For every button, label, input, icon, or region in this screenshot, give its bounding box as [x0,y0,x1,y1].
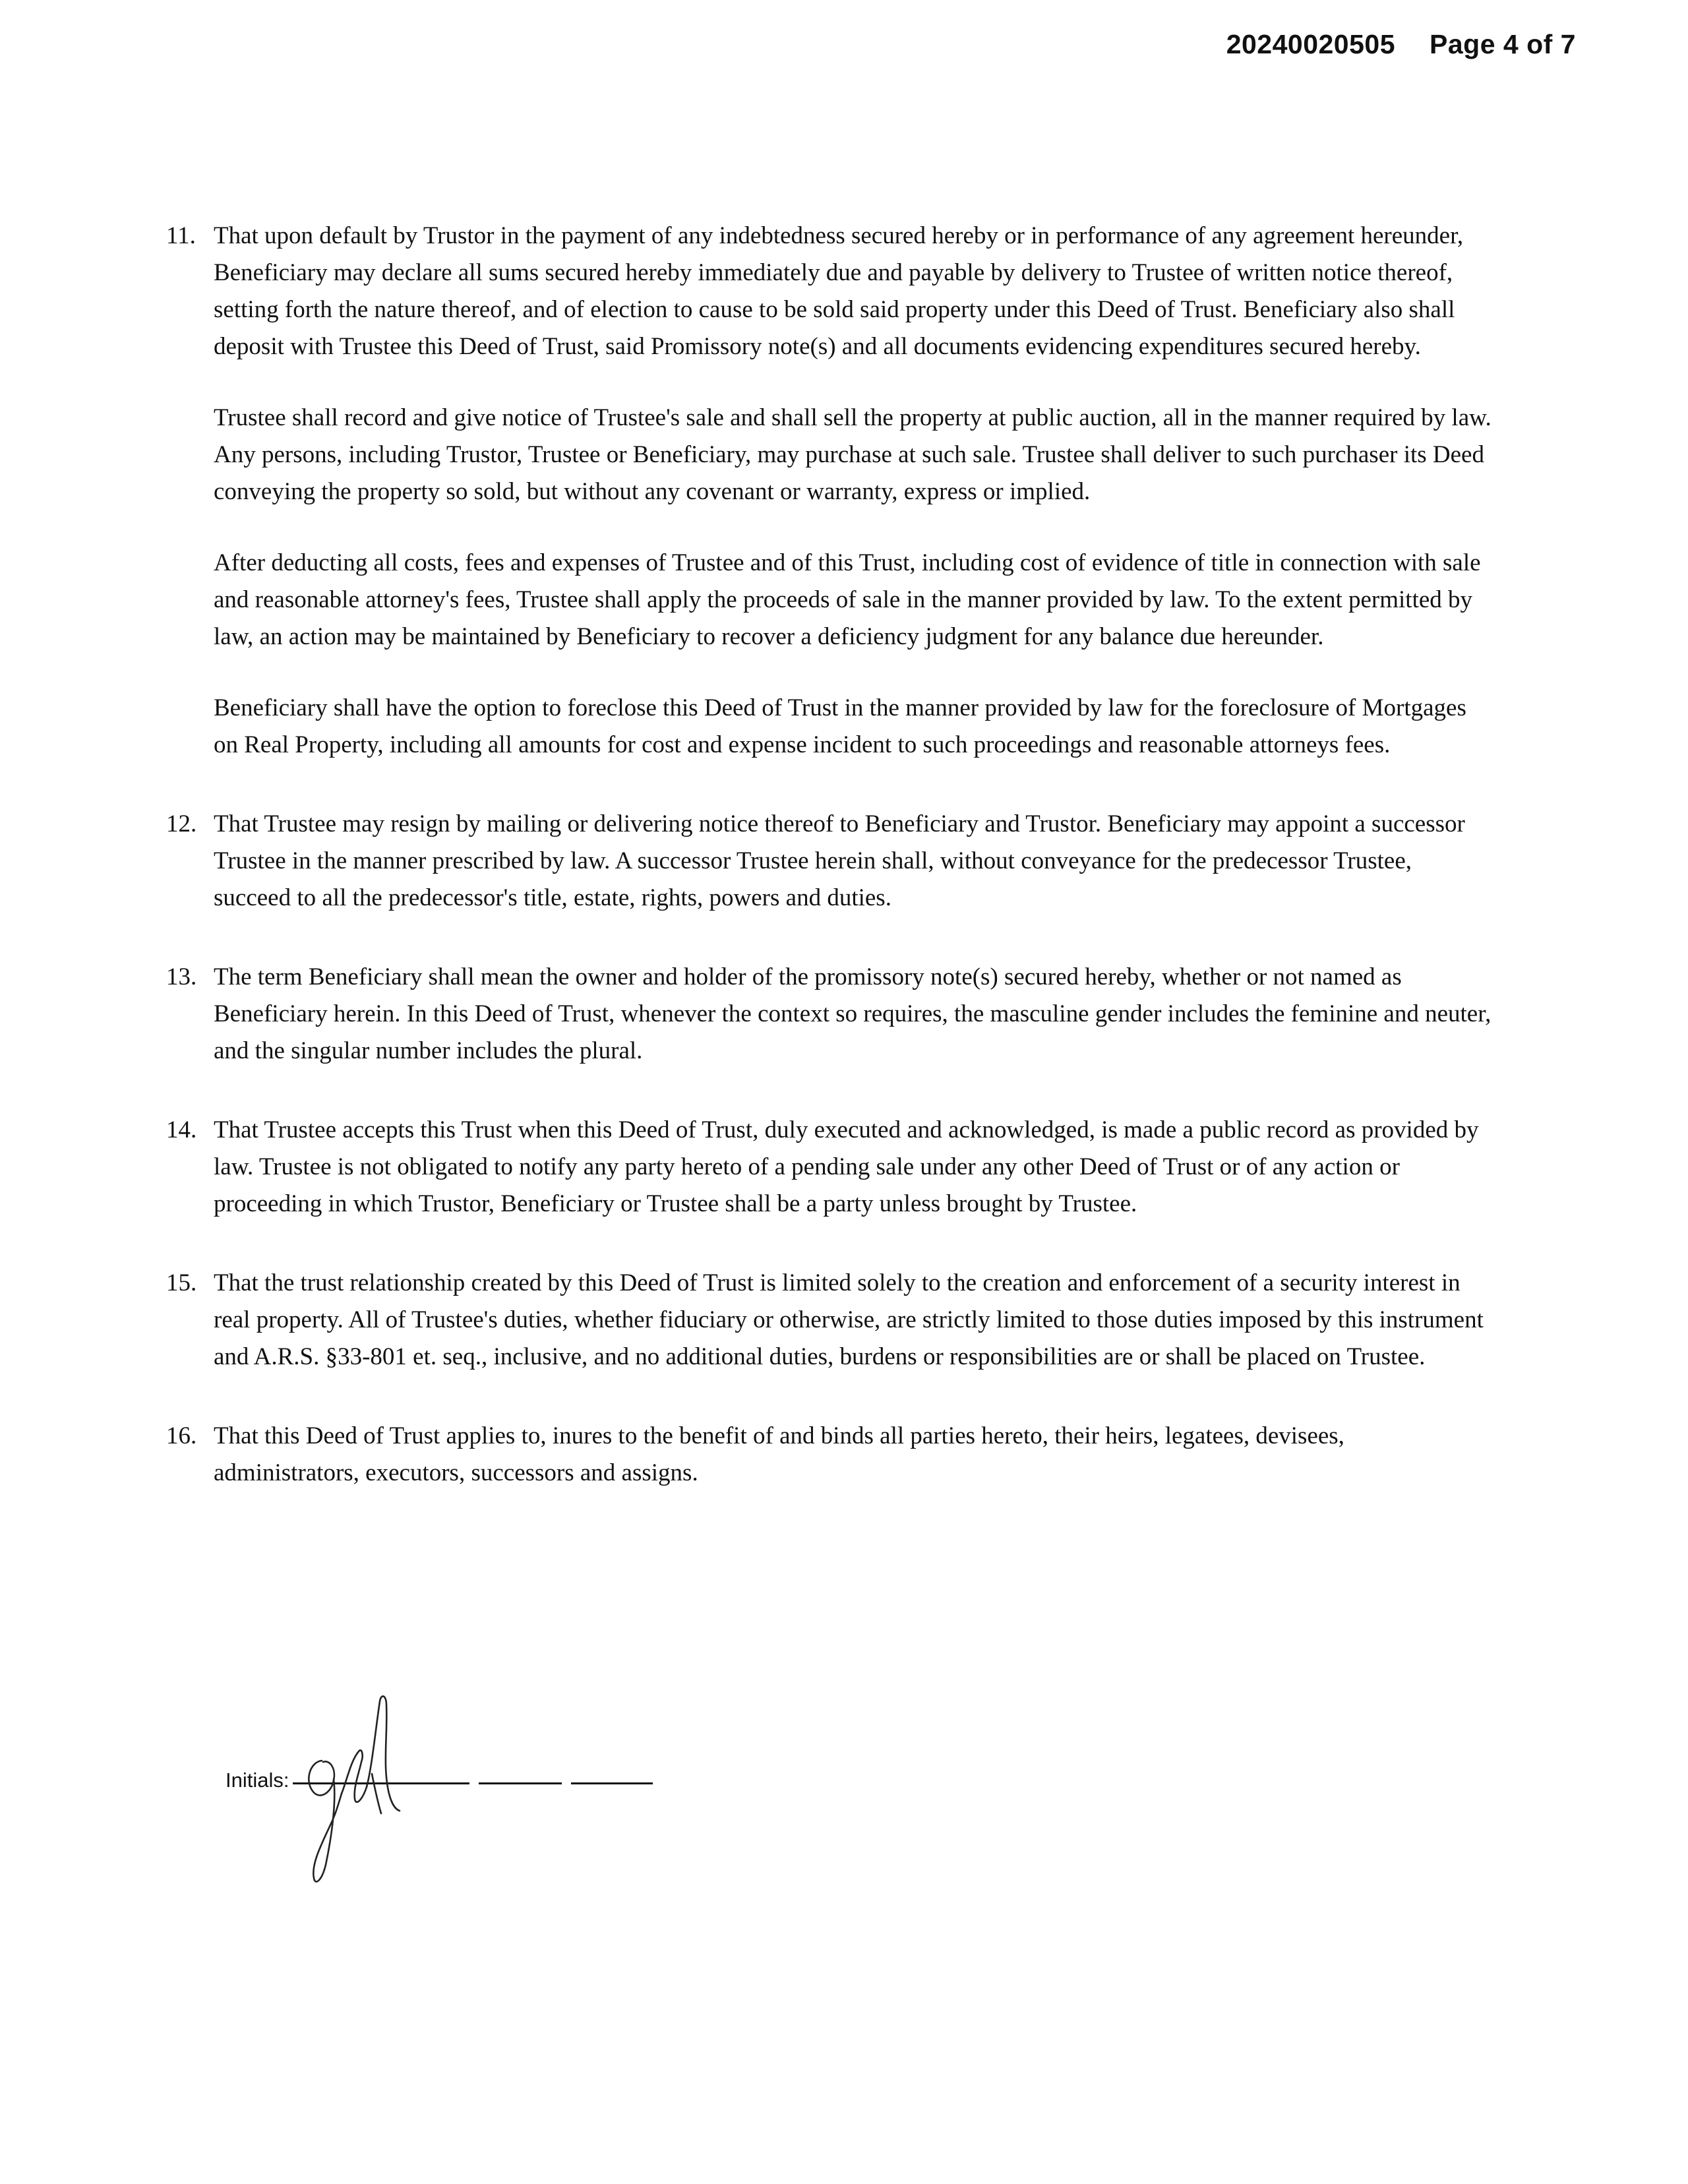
clause-number: 11. [166,222,196,249]
page-number: Page 4 of 7 [1430,29,1576,59]
clause-number: 13. [166,963,197,990]
clause-13 [166,959,1492,1070]
clause-number: 12. [166,810,197,837]
initials-line [479,1782,562,1784]
clause-text: That Trustee accepts this Trust when this Deed of Trust, duly executed and acknowledged, is made a public record as provided by law. Trustee is not obligated to notify any party hereto of a pending sale under any other Deed of Trust or of any action or proceeding in which Trustor, Beneficiary or Trustee shall be a party unless brought by Trustee. [214,1116,1479,1217]
document-body [166,218,1492,1492]
clause-text: The term Beneficiary shall mean the owner and holder of the promissory note(s) secured hereby, whether or not named as Beneficiary herein. In this Deed of Trust, whenever the context so requires, the masculine gender includes the feminine and neuter, and the singular number includes the plural. [214,963,1492,1064]
clause-11-paragraph-2: Trustee shall record and give notice of Trustee's sale and shall sell the property at public auction, all in the manner required by law. Any persons, including Trustor, Trustee or Beneficiary, may purchase at such sale. Trustee shall deliver to such purchaser its Deed conveying the property so sold, but without any covenant or warranty, express or implied. [214,404,1492,505]
initials-line [571,1782,653,1784]
clause-11-paragraph-3: After deducting all costs, fees and expenses of Trustee and of this Trust, including cost of evidence of title in connection with sale and reasonable attorney's fees, Trustee shall apply the proceeds of sale in the manner provided by law. To the extent permitted by law, an action may be maintained by Beneficiary to recover a deficiency judgment for any balance due hereunder. [214,549,1481,650]
clause-number: 15. [166,1269,197,1296]
clause-number: 14. [166,1116,197,1143]
clause-text: That Trustee may resign by mailing or delivering notice thereof to Beneficiary and Trustor. Beneficiary may appoint a successor Trustee in the manner prescribed by law. A successor Trustee herein shall, without conveyance for the predecessor Trustee, succeed to all the predecessor's title, estate, rights, powers and duties. [214,810,1465,911]
clause-15 [166,1265,1492,1376]
clause-11-paragraph-4: Beneficiary shall have the option to foreclose this Deed of Trust in the manner provided by law for the foreclosure of Mortgages on Real Property, including all amounts for cost and expense incident to such proceedings and reasonable attorneys fees. [214,694,1466,758]
handwritten-initials [290,1688,422,1886]
clause-16 [166,1418,1492,1492]
clause-text: That upon default by Trustor in the payment of any indebtedness secured hereby or in performance of any agreement hereunder, Beneficiary may declare all sums secured hereby immediately due and payable by delivery to Trustee of written notice thereof, setting forth the nature thereof, and of election to cause to be sold said property under this Deed of Trust. Beneficiary also shall deposit with Trustee this Deed of Trust, said Promissory note(s) and all documents evidencing expenditures secured hereby. [214,222,1464,360]
clause-text: That this Deed of Trust applies to, inures to the benefit of and binds all parties hereto, their heirs, legatees, devisees, administrators, executors, successors and assigns. [214,1422,1344,1486]
clause-number: 16. [166,1422,197,1449]
clause-11 [166,218,1492,365]
clause-12 [166,806,1492,917]
page-header [1226,29,1576,60]
clause-14 [166,1112,1492,1223]
initials-label: Initials: [226,1769,289,1792]
clause-text: That the trust relationship created by this Deed of Trust is limited solely to the creation and enforcement of a security interest in real property. All of Trustee's duties, whether fiduciary or otherwise, are strictly limited to those duties imposed by this instrument and A.R.S. §33-801 et. seq., inclusive, and no additional duties, burdens or responsibilities are or shall be placed on Trustee. [214,1269,1484,1370]
document-number: 20240020505 [1226,29,1396,59]
